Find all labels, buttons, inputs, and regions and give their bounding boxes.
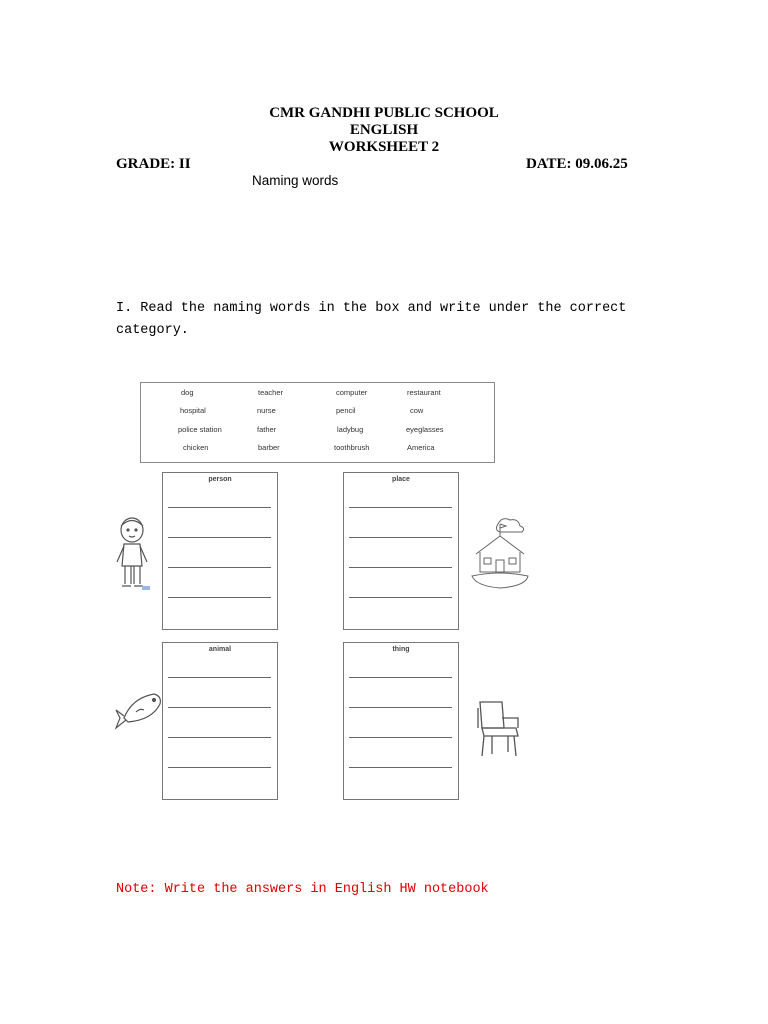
answer-line[interactable] — [349, 597, 452, 598]
instruction-line-2: category. — [116, 322, 189, 338]
topic-title: Naming words — [252, 173, 339, 188]
word-box — [140, 382, 495, 463]
subject-title: ENGLISH — [349, 122, 419, 138]
answer-line[interactable] — [168, 567, 271, 568]
grade-label: GRADE: II — [116, 156, 191, 172]
category-box-place — [343, 472, 459, 630]
note-text: Note: Write the answers in English HW notebook — [116, 882, 489, 897]
house-icon — [470, 516, 530, 590]
answer-line[interactable] — [168, 597, 271, 598]
answer-line[interactable] — [349, 737, 452, 738]
word: ladybug — [337, 425, 364, 434]
chair-icon — [472, 698, 524, 758]
category-title: animal — [208, 646, 232, 653]
category-title: thing — [392, 646, 410, 653]
instruction-text — [116, 298, 636, 341]
date-label: DATE: 09.06.25 — [526, 156, 628, 172]
answer-line[interactable] — [168, 677, 271, 678]
word: pencil — [336, 406, 356, 415]
word: dog — [181, 388, 194, 397]
word: police station — [178, 425, 222, 434]
worksheet-title: WORKSHEET 2 — [328, 139, 440, 155]
word: barber — [258, 443, 280, 452]
word: cow — [410, 406, 424, 415]
fish-icon — [114, 690, 164, 730]
answer-line[interactable] — [349, 677, 452, 678]
school-name: CMR GANDHI PUBLIC SCHOOL — [269, 105, 499, 121]
word: chicken — [183, 443, 209, 452]
word: America — [407, 443, 435, 452]
word: nurse — [257, 406, 276, 415]
instruction-line-1: I. Read the naming words in the box and write under the correct — [116, 301, 627, 316]
answer-line[interactable] — [349, 767, 452, 768]
answer-line[interactable] — [168, 707, 271, 708]
word: teacher — [258, 388, 284, 397]
category-title: person — [208, 476, 232, 483]
answer-line[interactable] — [168, 767, 271, 768]
word: eyeglasses — [406, 425, 444, 434]
word: toothbrush — [334, 443, 370, 452]
word: restaurant — [407, 388, 441, 397]
word: father — [257, 425, 277, 434]
answer-line[interactable] — [349, 707, 452, 708]
answer-line[interactable] — [168, 507, 271, 508]
answer-line[interactable] — [168, 737, 271, 738]
category-box-thing — [343, 642, 459, 800]
answer-line[interactable] — [349, 537, 452, 538]
answer-line[interactable] — [349, 567, 452, 568]
category-box-person — [162, 472, 278, 630]
answer-line[interactable] — [168, 537, 271, 538]
category-title: place — [392, 476, 410, 483]
word: computer — [336, 388, 368, 397]
answer-line[interactable] — [349, 507, 452, 508]
boy-icon — [112, 514, 154, 592]
word: hospital — [180, 406, 206, 415]
category-box-animal — [162, 642, 278, 800]
